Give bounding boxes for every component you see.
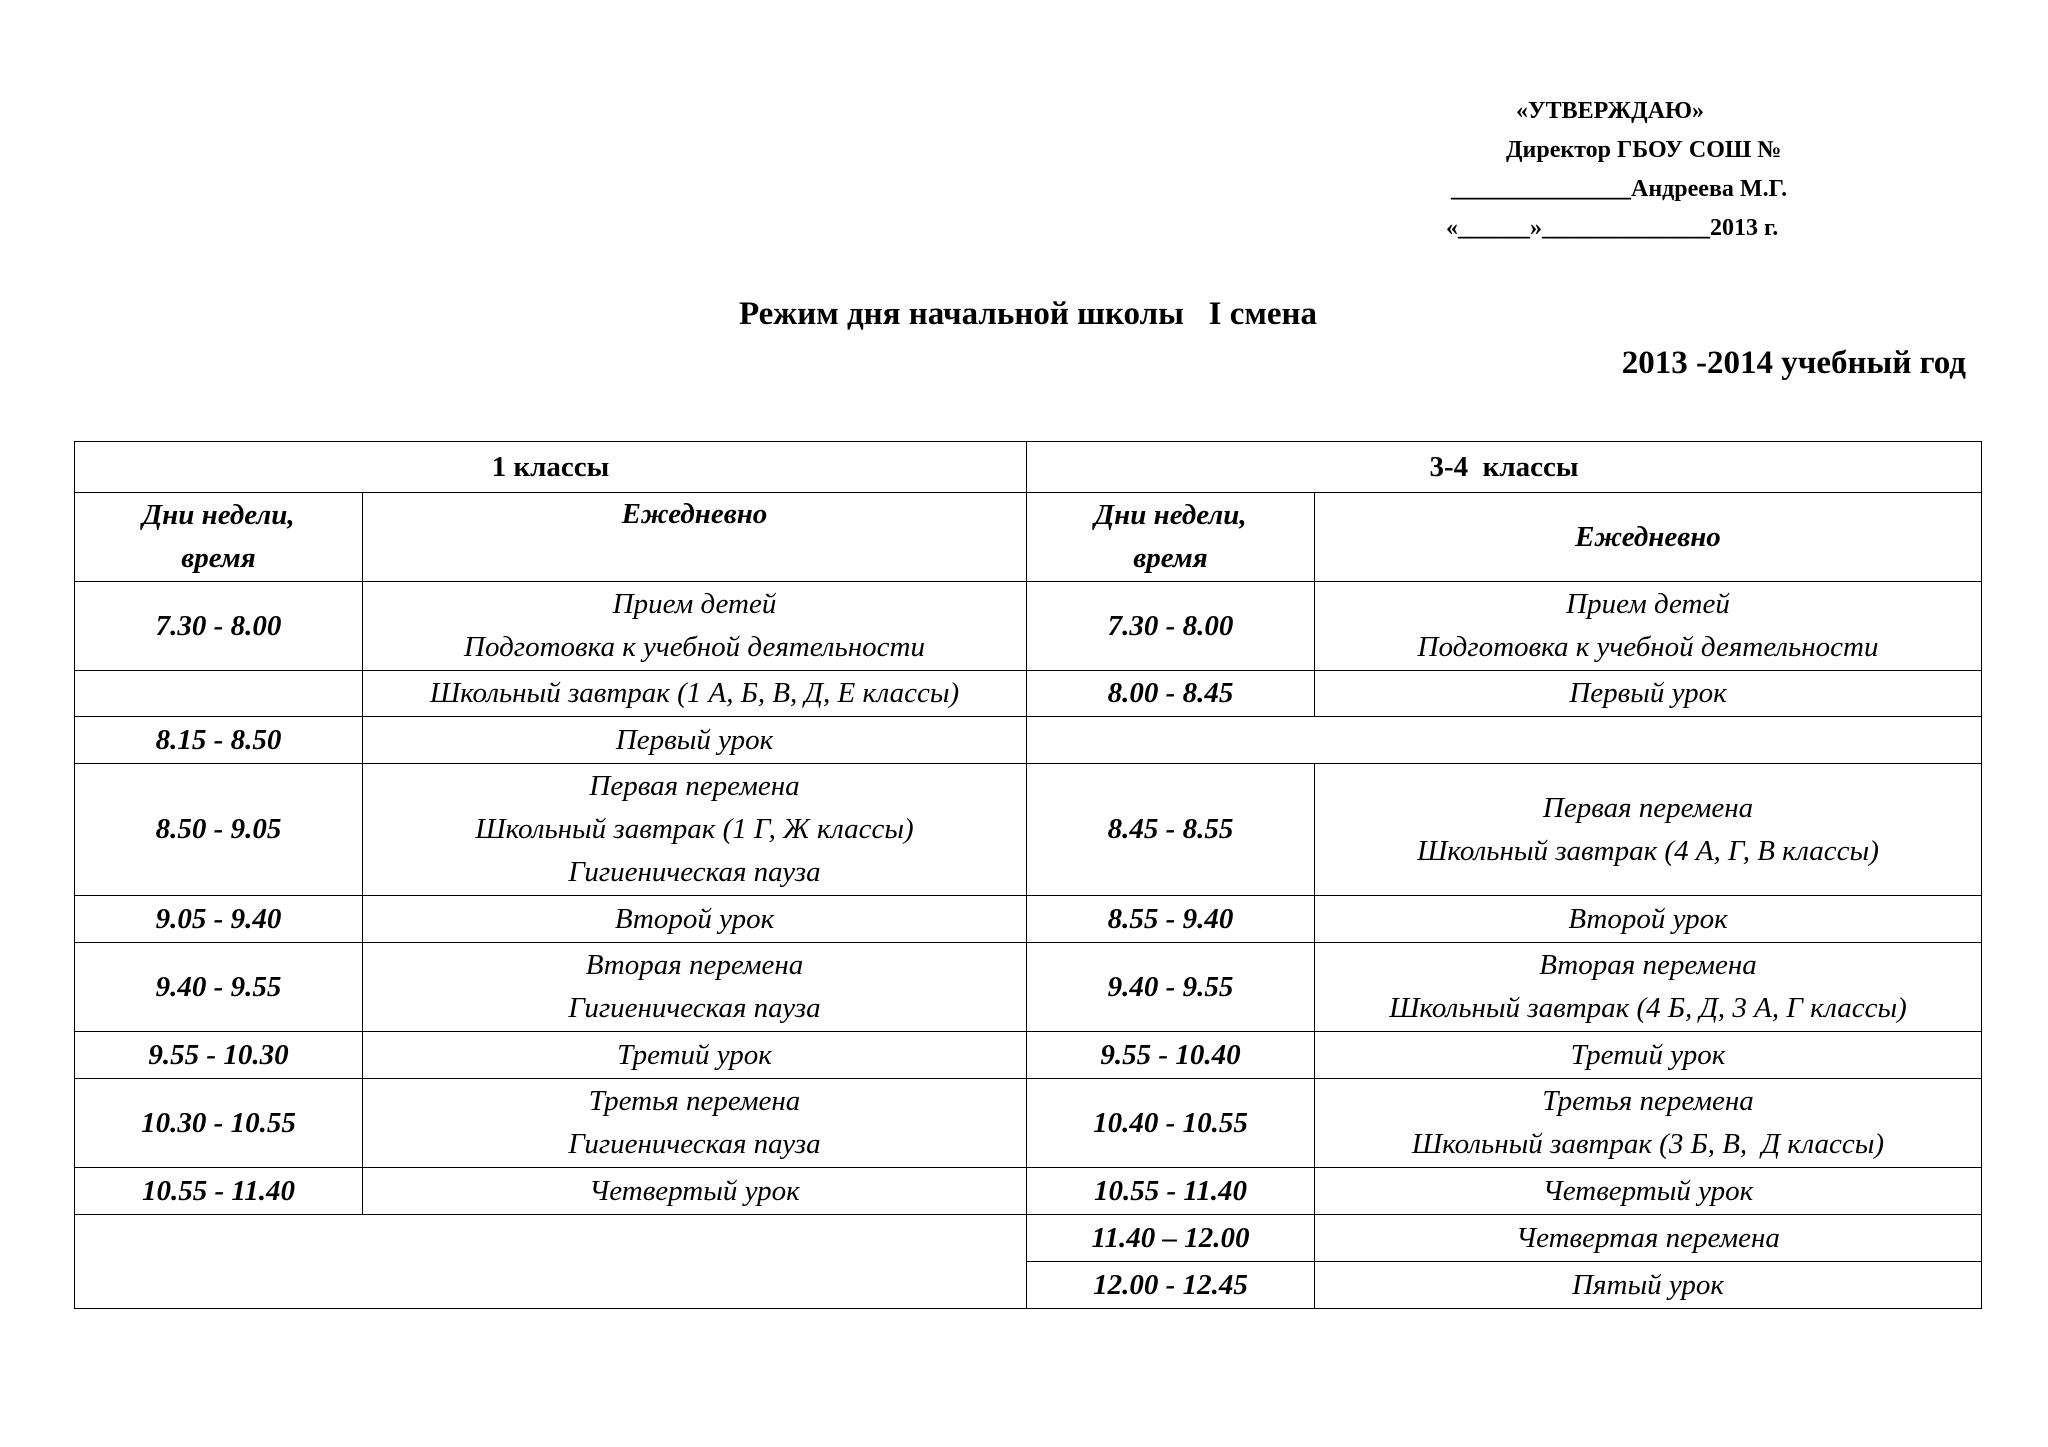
- time-cell: 12.00 - 12.45: [1027, 1262, 1315, 1309]
- col-header-days-line2: время: [181, 542, 256, 574]
- approval-block: [1390, 92, 1890, 248]
- activity-line: Гигиеническая пауза: [568, 1128, 821, 1160]
- table-row: [75, 764, 1982, 896]
- activity-cell: [1315, 1079, 1982, 1168]
- activity-line: Школьный завтрак (1 А, Б, В, Д, Е классы): [429, 677, 960, 709]
- activity-line: Пятый урок: [1572, 1268, 1724, 1301]
- time-cell: 9.05 - 9.40: [75, 896, 363, 943]
- time-cell: 9.40 - 9.55: [75, 943, 363, 1032]
- activity-line: Третья перемена: [1542, 1085, 1754, 1117]
- activity-line: Третий урок: [1570, 1038, 1726, 1071]
- activity-cell: [1315, 1262, 1982, 1309]
- table-row: [75, 943, 1982, 1032]
- time-cell: 9.55 - 10.30: [75, 1032, 363, 1079]
- group-header-3-4: 3-4 классы: [1027, 442, 1982, 493]
- activity-line: Школьный завтрак (3 Б, В, Д классы): [1411, 1128, 1885, 1160]
- activity-cell: [1315, 1032, 1982, 1079]
- col-header-daily-left: [363, 493, 1027, 582]
- col-header-days-line1: Дни недели,: [142, 499, 295, 531]
- activity-cell: [363, 582, 1027, 671]
- col-header-days-right: [1027, 493, 1315, 582]
- activity-cell: [1315, 1215, 1982, 1262]
- activity-line: Четвертый урок: [589, 1174, 800, 1207]
- time-cell: 10.30 - 10.55: [75, 1079, 363, 1168]
- col-header-daily-text: Ежедневно: [621, 498, 768, 530]
- table-row: [75, 1168, 1982, 1215]
- activity-line: Второй урок: [614, 902, 775, 935]
- activity-line: Четвертый урок: [1542, 1174, 1754, 1207]
- activity-line: Третья перемена: [588, 1085, 801, 1117]
- group-header-1: 1 классы: [75, 442, 1027, 493]
- col-header-days-left: [75, 493, 363, 582]
- activity-line: Первый урок: [1569, 677, 1727, 709]
- time-cell: 9.40 - 9.55: [1027, 943, 1315, 1032]
- table-row: [75, 671, 1982, 717]
- table-row: [75, 1079, 1982, 1168]
- approval-signature: _______________Андреева М.Г.: [1451, 176, 1788, 202]
- col-header-days-line1: Дни недели,: [1094, 499, 1247, 531]
- activity-cell: [1315, 671, 1982, 717]
- activity-cell: [1315, 896, 1982, 943]
- col-header-daily-text: Ежедневно: [1575, 520, 1721, 553]
- activity-line: Прием детей: [612, 588, 777, 620]
- approval-director: Директор ГБОУ СОШ №: [1506, 137, 1782, 163]
- time-cell: 9.55 - 10.40: [1027, 1032, 1315, 1079]
- activity-line: Вторая перемена: [1539, 949, 1757, 981]
- time-cell: 10.55 - 11.40: [1027, 1168, 1315, 1215]
- time-cell: 8.45 - 8.55: [1027, 764, 1315, 896]
- activity-line: Первая перемена: [589, 770, 800, 802]
- time-cell: 7.30 - 8.00: [75, 582, 363, 671]
- activity-line: Подготовка к учебной деятельности: [464, 631, 925, 663]
- activity-cell: [363, 1079, 1027, 1168]
- activity-cell: [1315, 1168, 1982, 1215]
- table-row: [75, 1032, 1982, 1079]
- group-header-row: [75, 442, 1982, 493]
- time-cell: 11.40 – 12.00: [1027, 1215, 1315, 1262]
- activity-line: Вторая перемена: [585, 949, 804, 981]
- activity-cell: [363, 1168, 1027, 1215]
- table-row: [75, 896, 1982, 943]
- activity-line: Третий урок: [617, 1038, 772, 1071]
- activity-cell: [363, 717, 1027, 764]
- col-header-daily-right: [1315, 493, 1982, 582]
- activity-line: Прием детей: [1566, 588, 1730, 620]
- activity-cell: [1315, 943, 1982, 1032]
- column-header-row: [75, 493, 1982, 582]
- activity-line: Первый урок: [615, 723, 774, 756]
- time-cell: 7.30 - 8.00: [1027, 582, 1315, 671]
- time-cell: 10.55 - 11.40: [75, 1168, 363, 1215]
- activity-line: Гигиеническая пауза: [568, 856, 821, 888]
- approval-heading: «УТВЕРЖДАЮ»: [1516, 98, 1705, 124]
- empty-cell: [1027, 717, 1982, 764]
- activity-cell: [363, 671, 1027, 717]
- activity-line: Школьный завтрак (4 А, Г, В классы): [1417, 834, 1879, 867]
- time-cell: 8.50 - 9.05: [75, 764, 363, 896]
- activity-line: Школьный завтрак (4 Б, Д, 3 А, Г классы): [1389, 992, 1907, 1024]
- time-cell: 8.55 - 9.40: [1027, 896, 1315, 943]
- table-row: [75, 717, 1982, 764]
- schedule-table: [74, 441, 1982, 1309]
- time-cell: 10.40 - 10.55: [1027, 1079, 1315, 1168]
- time-cell: [75, 671, 363, 717]
- activity-cell: [363, 896, 1027, 943]
- col-header-days-line2: время: [1133, 542, 1208, 574]
- activity-line: Гигиеническая пауза: [568, 992, 821, 1024]
- document-title: [0, 296, 2048, 333]
- empty-cell: [75, 1215, 1027, 1309]
- academic-year: 2013 -2014 учебный год: [1621, 345, 1966, 381]
- table-row: [75, 1215, 1982, 1262]
- time-cell: 8.15 - 8.50: [75, 717, 363, 764]
- table-row: [75, 582, 1982, 671]
- activity-line: Первая перемена: [1542, 791, 1754, 824]
- document-title-text: Режим дня начальной школы I смена: [738, 296, 1318, 332]
- time-cell: 8.00 - 8.45: [1027, 671, 1315, 717]
- activity-line: Четвертая перемена: [1516, 1221, 1780, 1254]
- activity-line: Второй урок: [1568, 902, 1728, 935]
- activity-cell: [1315, 764, 1982, 896]
- activity-line: Подготовка к учебной деятельности: [1417, 631, 1879, 663]
- activity-cell: [1315, 582, 1982, 671]
- activity-cell: [363, 1032, 1027, 1079]
- activity-line: Школьный завтрак (1 Г, Ж классы): [475, 813, 914, 845]
- activity-cell: [363, 943, 1027, 1032]
- approval-date: «______»______________2013 г.: [1446, 215, 1779, 241]
- activity-cell: [363, 764, 1027, 896]
